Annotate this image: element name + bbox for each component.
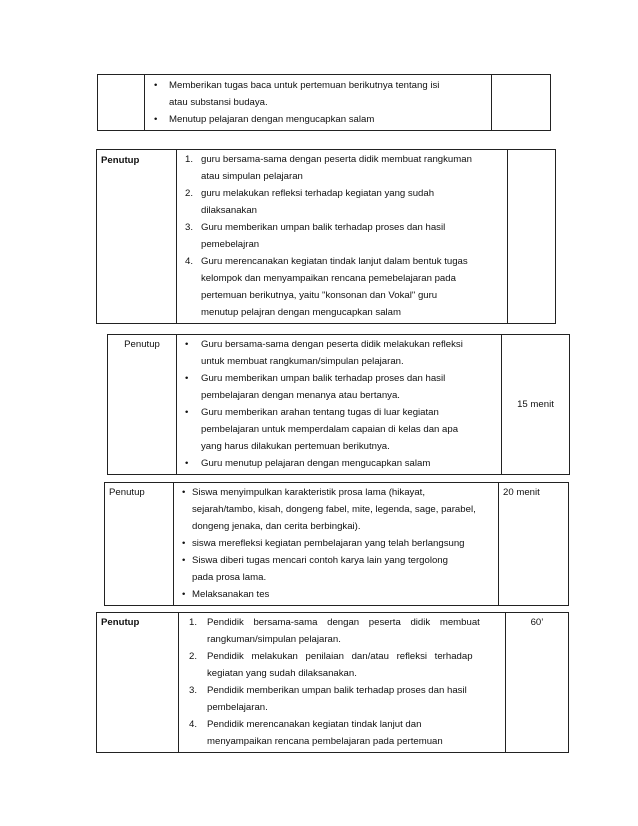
bullet-icon: • bbox=[182, 555, 186, 566]
list-item bbox=[183, 614, 501, 648]
list-item-text: sejarah/tambo, kisah, dongeng fabel, mite, legenda, sage, parabel, bbox=[192, 504, 476, 515]
bullet-icon: • bbox=[185, 458, 189, 469]
list-item-text: Memberikan tugas baca untuk pertemuan berikutnya tentang isi bbox=[169, 80, 440, 91]
list-item-text: menutup pelajran dengan mengucapkan salam bbox=[201, 307, 402, 318]
list-item-text: atau substansi budaya. bbox=[169, 97, 268, 108]
bullet-icon: • bbox=[185, 339, 189, 350]
list-item bbox=[149, 77, 487, 111]
duration-label: 60’ bbox=[530, 617, 544, 628]
table-1 bbox=[97, 74, 551, 131]
table-row bbox=[98, 75, 551, 131]
time-cell bbox=[506, 613, 569, 753]
table-5 bbox=[96, 612, 569, 753]
list-item bbox=[181, 404, 497, 455]
bullet-icon: • bbox=[185, 407, 189, 418]
list-item-text: Siswa menyimpulkan karakteristik prosa lama (hikayat, bbox=[192, 487, 425, 498]
penutup-label: Penutup bbox=[97, 150, 177, 324]
list-item-text: Guru memberikan umpan balik terhadap proses dan hasil bbox=[201, 373, 446, 384]
list-item-text: Pendidik melakukan penilaian dan/atau refleksi terhadap bbox=[207, 651, 473, 662]
list-item-text: Menutup pelajaran dengan mengucapkan salam bbox=[169, 114, 375, 125]
table-3 bbox=[107, 334, 570, 475]
list-item-text: Guru memberikan umpan balik terhadap proses dan hasil bbox=[201, 222, 446, 233]
list-item bbox=[178, 586, 494, 603]
list-item-text: pada prosa lama. bbox=[192, 572, 267, 583]
list-item-text: Guru bersama-sama dengan peserta didik melakukan refleksi bbox=[201, 339, 463, 350]
list-item bbox=[149, 111, 487, 128]
time-cell bbox=[499, 483, 569, 606]
list-item bbox=[181, 151, 503, 185]
table-row bbox=[105, 483, 569, 606]
list-number: 4. bbox=[189, 719, 198, 730]
list-item-text: rangkuman/simpulan pelajaran. bbox=[207, 634, 341, 645]
time-cell bbox=[492, 75, 551, 131]
list-item bbox=[181, 253, 503, 321]
time-cell bbox=[502, 335, 570, 475]
bullet-icon: • bbox=[182, 589, 186, 600]
list-item-text: pembelajaran untuk memperdalam capaian di kelas dan apa bbox=[201, 424, 459, 435]
duration-label: 15 menit bbox=[517, 399, 554, 410]
list-item-text: Guru menutup pelajaran dengan mengucapkan salam bbox=[201, 458, 431, 469]
list-item-text: pembelajaran. bbox=[207, 702, 268, 713]
list-item bbox=[181, 185, 503, 219]
list-item-text: atau simpulan pelajaran bbox=[201, 171, 303, 182]
list-number: 3. bbox=[185, 222, 194, 233]
activity-cell bbox=[174, 483, 499, 606]
penutup-label: Penutup bbox=[105, 483, 174, 606]
table-2 bbox=[96, 149, 556, 324]
list-item bbox=[181, 455, 497, 472]
list-number: 2. bbox=[185, 188, 194, 199]
list-item bbox=[178, 535, 494, 552]
list-item bbox=[181, 370, 497, 404]
list-item-text: Guru memberikan arahan tentang tugas di luar kegiatan bbox=[201, 407, 439, 418]
table-row bbox=[97, 150, 556, 324]
table-4 bbox=[104, 482, 569, 606]
list-item-text: yang harus dilakukan pertemuan berikutnya. bbox=[201, 441, 390, 452]
list-item-text: kegiatan yang sudah dilaksanakan. bbox=[207, 668, 357, 679]
bullet-icon: • bbox=[154, 114, 158, 125]
list-number: 4. bbox=[185, 256, 194, 267]
list-item bbox=[183, 716, 501, 750]
list-number: 3. bbox=[189, 685, 198, 696]
list-item-text: Pendidik merencanakan kegiatan tindak lanjut dan bbox=[207, 719, 422, 730]
list-number: 1. bbox=[185, 154, 194, 165]
duration-label: 20 menit bbox=[503, 487, 540, 498]
table-row bbox=[108, 335, 570, 475]
list-item-text: guru bersama-sama dengan peserta didik membuat rangkuman bbox=[201, 154, 472, 165]
label-cell bbox=[98, 75, 145, 131]
list-item bbox=[178, 484, 494, 535]
list-item bbox=[181, 336, 497, 370]
list-item-text: Siswa diberi tugas mencari contoh karya lain yang tergolong bbox=[192, 555, 448, 566]
activity-cell bbox=[177, 335, 502, 475]
list-item-text: pembelajaran dengan menanya atau bertanya. bbox=[201, 390, 400, 401]
list-item-text: pertemuan berikutnya, yaitu "konsonan dan Vokal" guru bbox=[201, 290, 438, 301]
list-item-text: untuk membuat rangkuman/simpulan pelajaran. bbox=[201, 356, 404, 367]
activity-cell bbox=[177, 150, 508, 324]
activity-cell bbox=[179, 613, 506, 753]
list-item-text: Pendidik bersama-sama dengan peserta didik membuat bbox=[207, 617, 480, 628]
list-number: 2. bbox=[189, 651, 198, 662]
list-item-text: dilaksanakan bbox=[201, 205, 258, 216]
table-row bbox=[97, 613, 569, 753]
list-item-text: menyampaikan rencana pembelajaran pada pertemuan bbox=[207, 736, 443, 747]
penutup-label: Penutup bbox=[108, 335, 177, 475]
list-item-text: pemebelajran bbox=[201, 239, 260, 250]
list-item bbox=[178, 552, 494, 586]
activity-cell bbox=[145, 75, 492, 131]
bullet-icon: • bbox=[182, 487, 186, 498]
list-item bbox=[183, 682, 501, 716]
list-item-text: siswa merefleksi kegiatan pembelajaran yang telah berlangsung bbox=[192, 538, 465, 549]
list-item bbox=[183, 648, 501, 682]
time-cell bbox=[508, 150, 556, 324]
bullet-icon: • bbox=[154, 80, 158, 91]
list-number: 1. bbox=[189, 617, 198, 628]
list-item-text: Pendidik memberikan umpan balik terhadap proses dan hasil bbox=[207, 685, 467, 696]
list-item bbox=[181, 219, 503, 253]
bullet-icon: • bbox=[182, 538, 186, 549]
list-item-text: kelompok dan menyampaikan rencana pemebelajaran pada bbox=[201, 273, 456, 284]
list-item-text: Melaksanakan tes bbox=[192, 589, 270, 600]
list-item-text: Guru merencanakan kegiatan tindak lanjut dalam bentuk tugas bbox=[201, 256, 468, 267]
bullet-icon: • bbox=[185, 373, 189, 384]
list-item-text: guru melakukan refleksi terhadap kegiatan yang sudah bbox=[201, 188, 435, 199]
penutup-label: Penutup bbox=[97, 613, 179, 753]
list-item-text: dongeng jenaka, dan cerita berbingkai). bbox=[192, 521, 361, 532]
